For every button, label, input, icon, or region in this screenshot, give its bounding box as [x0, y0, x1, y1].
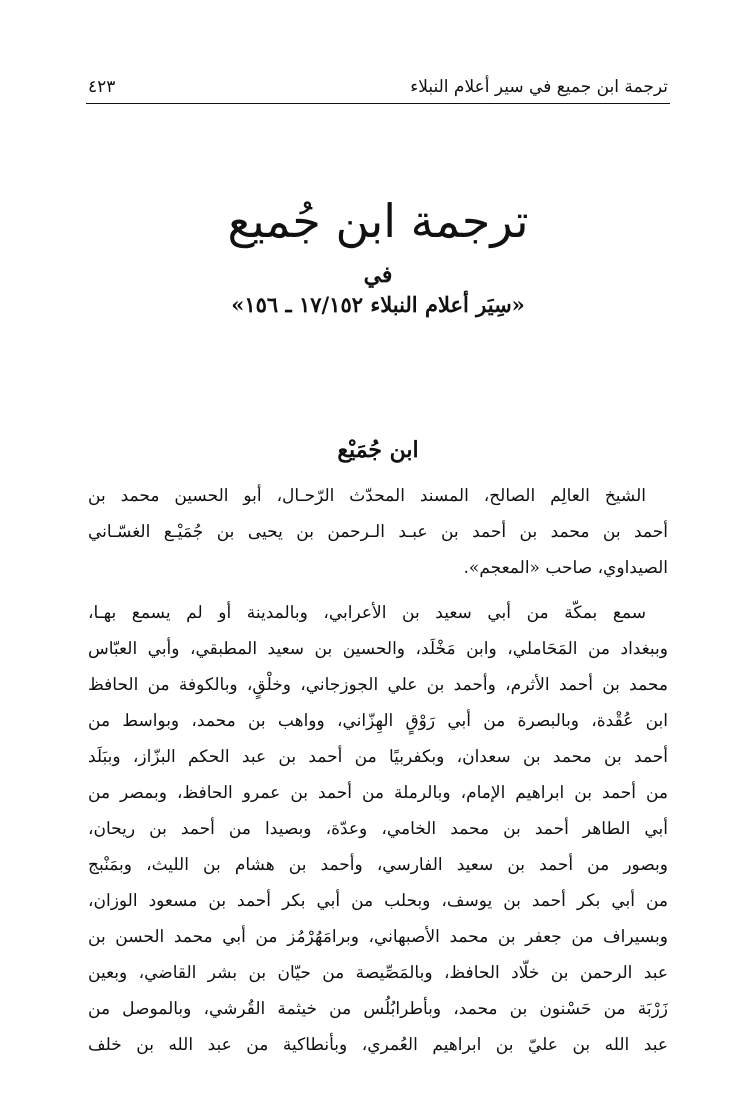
- text-line: من أحمد بن ابراهيم الإمام، وبالرملة من أحمد بن عمرو الحافظ، وبمصر من: [88, 783, 668, 803]
- text-line: وبسيراف من جعفر بن محمد الأصبهاني، وبرامَهُرْمُز من أبي محمد الحسن بن: [88, 927, 668, 947]
- chapter-title-connector: في: [363, 262, 393, 288]
- text-line: عبد الله بن عليّ بن ابراهيم العُمري، وبأنطاكية من عبد الله بن خلف: [88, 1035, 668, 1055]
- text-line: أحمد بن محمد بن سعدان، وبكفربيًا من أحمد بن عبد الحكم البزّاز، وببَلَد: [88, 747, 668, 767]
- text-line: عبد الرحمن بن خلّاد الحافظ، وبالمَصِّيصة من حيّان بن بشر القاضي، وبعين: [88, 963, 668, 983]
- text-line: أحمد بن محمد بن أحمد بن عبـد الـرحمن بن يحيى بن جُمَيْـع الغسّـاني: [88, 522, 668, 542]
- chapter-title: ترجمة ابن جُميع: [227, 194, 529, 248]
- running-head: [88, 76, 668, 102]
- running-head-title: ترجمة ابن جميع في سير أعلام النبلاء: [410, 77, 668, 97]
- section-heading: ابن جُمَيْع: [337, 437, 419, 463]
- paragraph-teachers: [88, 595, 668, 1063]
- text-line: الشيخ العالِم الصالح، المسند المحدّث الرّحـال، أبو الحسين محمد بن: [88, 486, 646, 506]
- text-line: ابن عُقْدة، وبالبصرة من أبي رَوْقٍ الهِزّاني، وواهب بن محمد، وبواسط من: [88, 711, 668, 731]
- text-line: وببغداد من المَحَاملي، وابن مَخْلَد، والحسين بن سعيد المطبقي، وأبي العبّاس: [88, 639, 668, 659]
- header-rule: [86, 103, 670, 104]
- text-line: أبي الطاهر أحمد بن محمد الخامي، وعدّة، وبصيدا من أحمد بن ريحان،: [88, 819, 668, 839]
- chapter-source-reference: «سِيَر أعلام النبلاء ١٧/١٥٢ ـ ١٥٦»: [231, 292, 525, 317]
- paragraph-introduction: [88, 478, 668, 586]
- text-line: محمد بن أحمد الأثرم، وأحمد بن علي الجوزجاني، وخلْقٍ، وبالكوفة من الحافظ: [88, 675, 668, 695]
- text-line: سمع بمكّة من أبي سعيد بن الأعرابي، وبالمدينة أو لم يسمع بهـا،: [88, 603, 646, 623]
- text-line: زَرْبَة من حَسْنون بن محمد، وبأطرابُلُس من خيثمة القُرشي، وبالموصل من: [88, 999, 668, 1019]
- page-number: ٤٢٣: [88, 77, 116, 97]
- text-line: الصيداوي، صاحب «المعجم».: [463, 558, 668, 578]
- text-line: وبصور من أحمد بن سعيد الفارسي، وأحمد بن هشام بن الليث، وبمَنْبج: [88, 855, 668, 875]
- text-line: من أبي بكر أحمد بن يوسف، وبحلب من أبي بكر أحمد بن مسعود الوزان،: [88, 891, 668, 911]
